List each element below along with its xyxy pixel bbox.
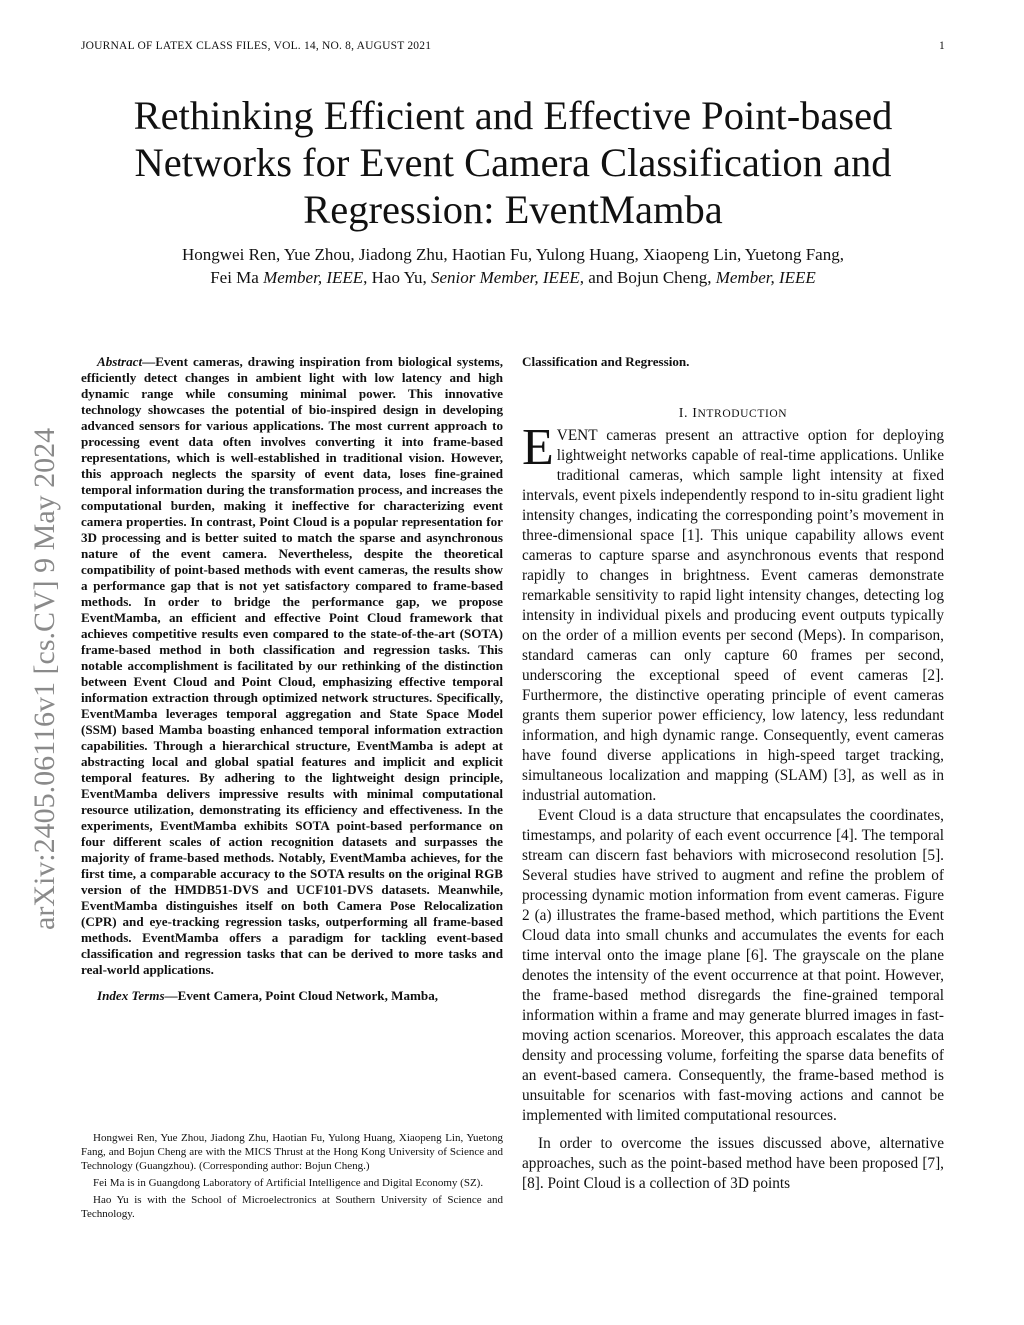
author-membership: Member, IEEE (263, 268, 364, 287)
page-number: 1 (939, 40, 945, 52)
author-text: , Hao Yu, (363, 268, 431, 287)
abstract-text: —Event cameras, drawing inspiration from biological systems, efficiently detect changes in ambient light with low latency and high dynamic range while consuming minimal power. This innovative technology showcases the potential of bio-inspired design in developing advanced sensors for various applications. The most current approach to processing event data often involves converting it into frame-based representations, which is well-established in traditional vision. However, this approach neglects the sparsity of event data, loses fine-grained temporal information during the transformation process, and increases the computational burden, making it ineffective for characterizing event camera properties. In contrast, Point Cloud is a popular representation for 3D processing and is better suited to match the sparse and asynchronous nature of the event camera. Nevertheless, despite the theoretical compatibility of point-based methods with event cameras, the results show a performance gap that is not yet satisfactory compared to frame-based methods. In order to bridge the performance gap, we propose EventMamba, an efficient and effective Point Cloud framework that achieves competitive results even compared to the state-of-the-art (SOTA) frame-based method in both classification and regression tasks. This notable accomplishment is facilitated by our rethinking of the distinction between Event Cloud and Point Cloud, emphasizing effective temporal information extraction through optimized network structures. Specifically, EventMamba leverages temporal aggregation and State Space Model (SSM) based Mamba boasting enhanced temporal information extraction capabilities. Through a hierarchical structure, EventMamba is adept at abstracting local and global spatial features and implicit and explicit temporal features. By adhering to the lightweight design principle, EventMamba delivers impressive results with minimal computational resource utilization, demonstrating its efficiency and effectiveness. In the experiments, EventMamba exhibits SOTA point-based performance on four different scales of action recognition datasets and surpasses the majority of frame-based methods. Notably, EventMamba achieves, for the first time, a comparable accuracy to the SOTA results on the original RGB version of the HMDB51-DVS and UCF101-DVS datasets. Meanwhile, EventMamba distinguishes itself on both Camera Pose Relocalization (CPR) and eye-tracking regression tasks, outperforming all frame-based methods. EventMamba offers a paradigm for tackling event-based classification and regression tasks that can be derived to more tasks and real-world applications. (81, 354, 503, 977)
right-column (522, 354, 944, 1194)
authors-line-2 (81, 266, 945, 289)
abstract-label: Abstract (97, 354, 143, 369)
authors-line-1: Hongwei Ren, Yue Zhou, Jiadong Zhu, Haotian Fu, Yulong Huang, Xiaopeng Lin, Yuetong Fang, (182, 245, 844, 264)
author-list (81, 243, 945, 289)
index-terms (81, 988, 503, 1004)
running-head (81, 40, 945, 52)
intro-paragraph: Event Cloud is a data structure that encapsulates the coordinates, timestamps, and polarity of each event occurrence [4]. The temporal stream can discern fast behaviors with microsecond resolution [5]. Several studies have strived to augment and refine the problem of processing dynamic motion information from event cameras. Figure 2 (a) illustrates the frame-based method, which partitions the Event Cloud data into small chunks and accumulates the events for each time interval onto the image plane [6]. The grayscale on the plane denotes the intensity of the event occurrence at that point. However, the frame-based method disregards the fine-grained temporal information within a frame and may generate blurred images in fast-moving action scenarios. Moreover, this approach escalates the data density and processing volume, forfeiting the sparse data benefits of an event-based camera. Consequently, the frame-based method is unsuitable for scenarios with fast-moving actions and cannot be implemented with limited computational resources. (522, 807, 944, 1124)
author-membership: Senior Member, IEEE (431, 268, 580, 287)
intro-text: VENT cameras present an attractive option for deploying lightweight networks capable of real-time applications. Unlike traditional cameras, which sample light intensity at fixed intervals, event pixels independently respond to in-situ gradient light intensity changes, indicating the corresponding point’s movement in three-dimensional space [1]. This unique capability allows event cameras to capture sparse and asynchronous events that respond rapidly to changes in brightness. Event cameras demonstrate remarkable sensitivity to rapid light intensity changes, detecting log intensity in individual pixels and producing event outputs typically on the order of a million events per second (Meps). In comparison, standard cameras can only capture 60 frames per second, underscoring the exceptional speed of event cameras [2]. Furthermore, the distinctive operating principle of event cameras grants them superior power efficiency, low latency, less redundant information, and high dynamic range. Consequently, event cameras have found diverse applications in high-speed target tracking, simultaneous localization and mapping (SLAM) [3], as well as in industrial automation. (522, 427, 944, 804)
author-text: Fei Ma (210, 268, 264, 287)
index-terms-label: Index Terms (97, 988, 165, 1003)
author-membership: Member, IEEE (715, 268, 816, 287)
left-column (81, 354, 503, 1004)
running-title: JOURNAL OF LATEX CLASS FILES, VOL. 14, NO. 8, AUGUST 2021 (81, 40, 432, 52)
arxiv-stamp: arXiv:2405.06116v1 [cs.CV] 9 May 2024 (28, 427, 61, 930)
section-title: NTRODUCTION (697, 408, 788, 420)
section-heading (522, 406, 944, 422)
drop-cap: E (522, 419, 554, 476)
abstract (81, 354, 503, 978)
footnote: Fei Ma is in Guangdong Laboratory of Artificial Intelligence and Digital Economy (SZ). (93, 1177, 484, 1189)
footnote: Hao Yu is with the School of Microelectronics at Southern University of Science and Technology. (81, 1194, 503, 1220)
intro-paragraph (522, 419, 944, 806)
section-numeral: I. I (678, 406, 698, 421)
author-text: , and Bojun Cheng, (579, 268, 716, 287)
paper-title: Rethinking Efficient and Effective Point-based Networks for Event Camera Classification and Regression: EventMamba (133, 93, 893, 232)
intro-paragraph: In order to overcome the issues discussed above, alternative approaches, such as the point-based method have been proposed [7], [8]. Point Cloud is a collection of 3D points (522, 1135, 944, 1192)
index-terms-text: —Event Camera, Point Cloud Network, Mamba, (164, 988, 439, 1003)
footnote: Hongwei Ren, Yue Zhou, Jiadong Zhu, Haotian Fu, Yulong Huang, Xiaopeng Lin, Yuetong Fang, and Bojun Cheng are with the MICS Thrust at the Hong Kong University of Science and Technology (Guangzhou). (Corresponding author: Bojun Cheng.) (81, 1132, 503, 1172)
index-terms-continuation: Classification and Regression. (522, 354, 690, 369)
affiliation-footnotes (81, 1131, 503, 1224)
